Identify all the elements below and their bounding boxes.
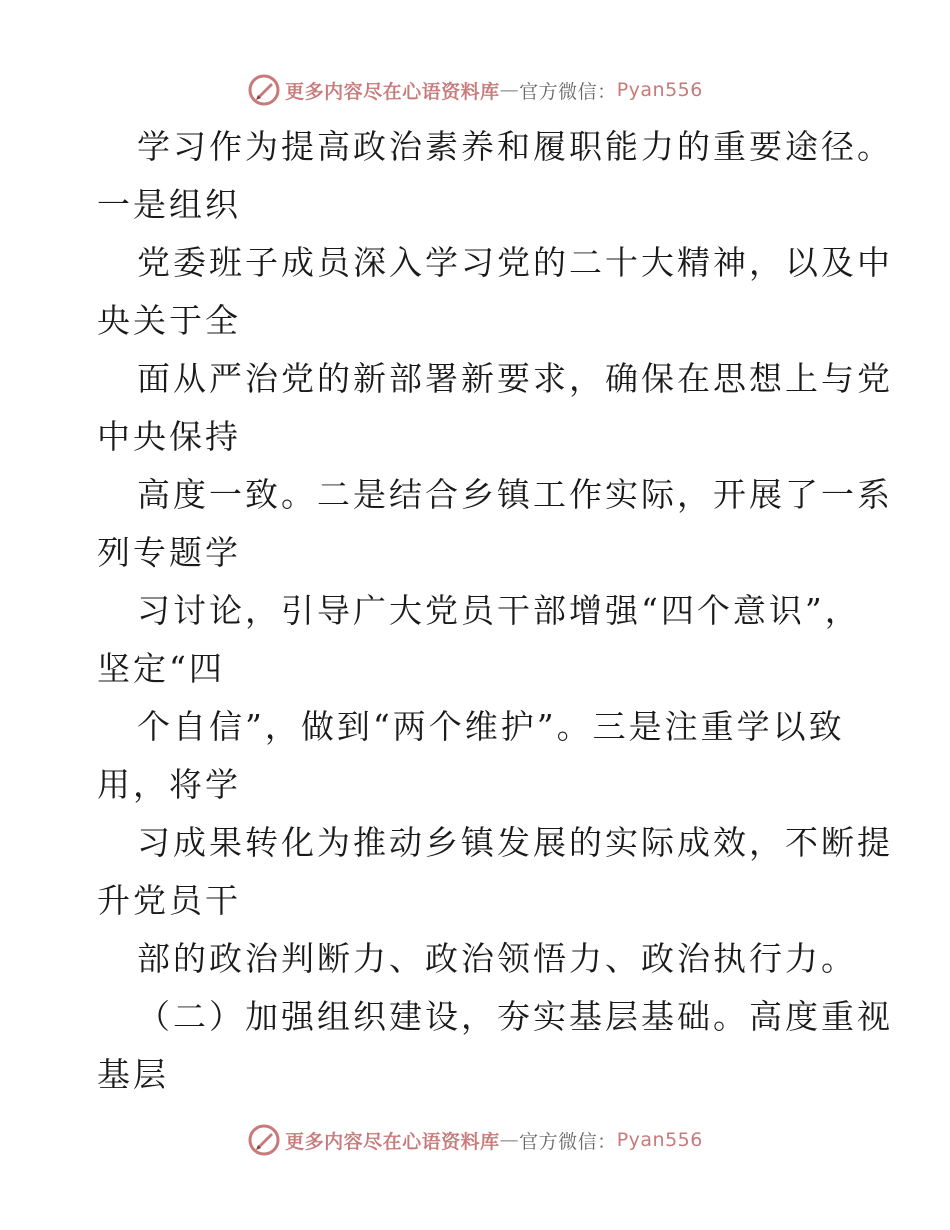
text-line: 坚定“四 [97, 649, 225, 688]
pen-logo-icon [247, 1123, 281, 1157]
text-line: 习讨论，引导广大党员干部增强“四个意识”， [137, 591, 861, 630]
text-line: 用，将学 [97, 765, 241, 804]
text-line: 中央保持 [97, 417, 241, 456]
text-line: 习成果转化为推动乡镇发展的实际成效，不断提 [137, 823, 893, 862]
watermark-header [0, 70, 950, 110]
text-line: 高度一致。二是结合乡镇工作实际，开展了一系 [137, 475, 893, 514]
pen-logo-icon [247, 73, 281, 107]
document-body [97, 118, 893, 1104]
text-line: 党委班子成员深入学习党的二十大精神，以及中 [137, 243, 893, 282]
watermark-footer [0, 1120, 950, 1160]
text-line: 学习作为提高政治素养和履职能力的重要途径。 [137, 127, 893, 166]
text-line: 部的政治判断力、政治领悟力、政治执行力。 [137, 939, 857, 978]
watermark-wechat-label: 官方微信： [519, 1130, 617, 1153]
watermark-lead: 更多内容尽在心语资料库 [285, 1130, 500, 1153]
text-line: 列专题学 [97, 533, 241, 572]
text-line: 面从严治党的新部署新要求，确保在思想上与党 [137, 359, 893, 398]
watermark-dash: — [499, 79, 520, 101]
text-line: 央关于全 [97, 301, 241, 340]
text-line: 升党员干 [97, 881, 241, 920]
text-line: 基层 [97, 1055, 169, 1094]
text-line: （二）加强组织建设，夯实基层基础。高度重视 [137, 997, 893, 1036]
text-line: 个自信”，做到“两个维护”。三是注重学以致 [137, 707, 845, 746]
watermark-wechat-label: 官方微信： [519, 80, 617, 103]
text-line: 一是组织 [97, 185, 241, 224]
watermark-dash: — [499, 1129, 520, 1151]
watermark-wechat-id: Pyan556 [616, 1129, 703, 1151]
watermark-wechat-id: Pyan556 [616, 79, 703, 101]
watermark-lead: 更多内容尽在心语资料库 [285, 80, 500, 103]
